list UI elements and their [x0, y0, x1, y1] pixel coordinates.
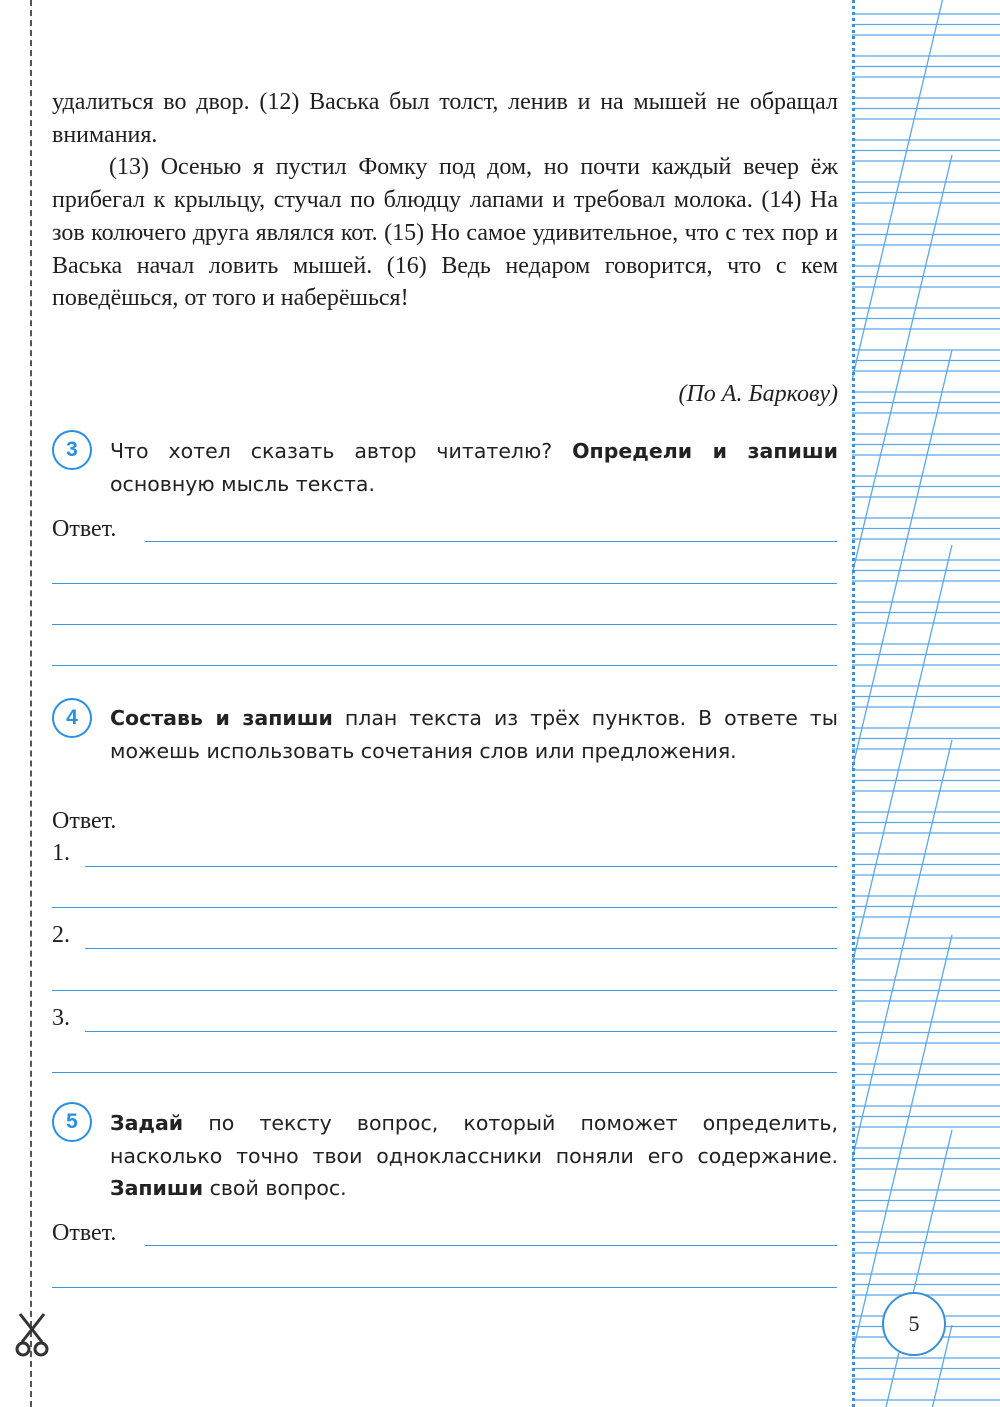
- plan-item-1-line[interactable]: [85, 866, 837, 867]
- margin-slant-line: [852, 545, 952, 965]
- plan-item-number: 2.: [52, 922, 70, 948]
- task-4-instruction: Составь и запиши: [110, 706, 333, 730]
- margin-slant-line: [852, 1130, 952, 1407]
- task-5-answer-line[interactable]: [52, 1287, 837, 1288]
- task-5-prompt: [110, 1107, 838, 1205]
- cut-line: [30, 0, 32, 1407]
- task-3-answer-line[interactable]: [145, 541, 837, 542]
- task-3-prompt: [110, 435, 838, 500]
- plan-item-number: 1.: [52, 840, 70, 866]
- text-source: (По А. Баркову): [678, 381, 838, 407]
- reading-paragraph-2: (13) Осенью я пустил Фомку под дом, но почти каждый вечер ёж прибегал к крыльцу, стучал по блюдцу лапами и требовал молока. (14) На зов колючего друга являлся кот. (15) Но самое удивительное, что с тех пор и Васька начал ловить мышей. (16) Ведь недаром говорится, что с кем поведёшься, от того и наберёшься!: [52, 154, 838, 312]
- task-5-instruction: Задай: [110, 1111, 184, 1135]
- task-3-text-part: основную мысль текста.: [110, 471, 375, 496]
- task-4-prompt: [110, 702, 838, 767]
- task-number-5: 5: [52, 1102, 92, 1142]
- task-5-answer-label: Ответ.: [52, 1220, 117, 1246]
- task-4-answer-label: Ответ.: [52, 808, 117, 834]
- reading-paragraph-1: удалиться во двор. (12) Васька был толст, ленив и на мышей не обращал внимания.: [52, 89, 838, 148]
- task-number-3: 3: [52, 430, 92, 470]
- plan-item-2-line[interactable]: [85, 948, 837, 949]
- plan-item-number: 3.: [52, 1005, 70, 1031]
- reading-text: [52, 86, 838, 315]
- plan-item-3-line[interactable]: [52, 1072, 837, 1073]
- plan-item-2-line[interactable]: [52, 990, 837, 991]
- task-5-text-part: свой вопрос.: [203, 1176, 347, 1200]
- task-3-answer-line[interactable]: [52, 583, 837, 584]
- margin-slant-line: [852, 155, 952, 575]
- task-5-instruction: Запиши: [110, 1176, 204, 1200]
- task-3-instruction: Определи и запиши: [572, 439, 838, 463]
- page-number: 5: [882, 1292, 946, 1356]
- task-3-answer-label: Ответ.: [52, 516, 117, 542]
- task-3-text-part: Что хотел сказать автор читателю?: [110, 439, 573, 463]
- margin-slant-line: [852, 935, 952, 1355]
- margin-slant-line: [852, 0, 952, 380]
- margin-slant-line: [852, 740, 952, 1160]
- scissors-icon: [15, 1312, 49, 1358]
- plan-item-1-line[interactable]: [52, 907, 837, 908]
- task-number-4: 4: [52, 698, 92, 738]
- margin-border: [852, 0, 855, 1407]
- task-4-text-part: план текста из трёх пунктов. В ответе ты можешь использовать сочетания слов или предложения.: [110, 706, 838, 763]
- plan-item-3-line[interactable]: [85, 1031, 837, 1032]
- task-3-answer-line[interactable]: [52, 665, 837, 666]
- task-5-answer-line[interactable]: [145, 1245, 837, 1246]
- task-3-answer-line[interactable]: [52, 624, 837, 625]
- margin-ruling: [852, 0, 1000, 1407]
- task-5-text-part: по тексту вопрос, который поможет определить, насколько точно твои одноклассники поняли его содержание.: [110, 1111, 838, 1168]
